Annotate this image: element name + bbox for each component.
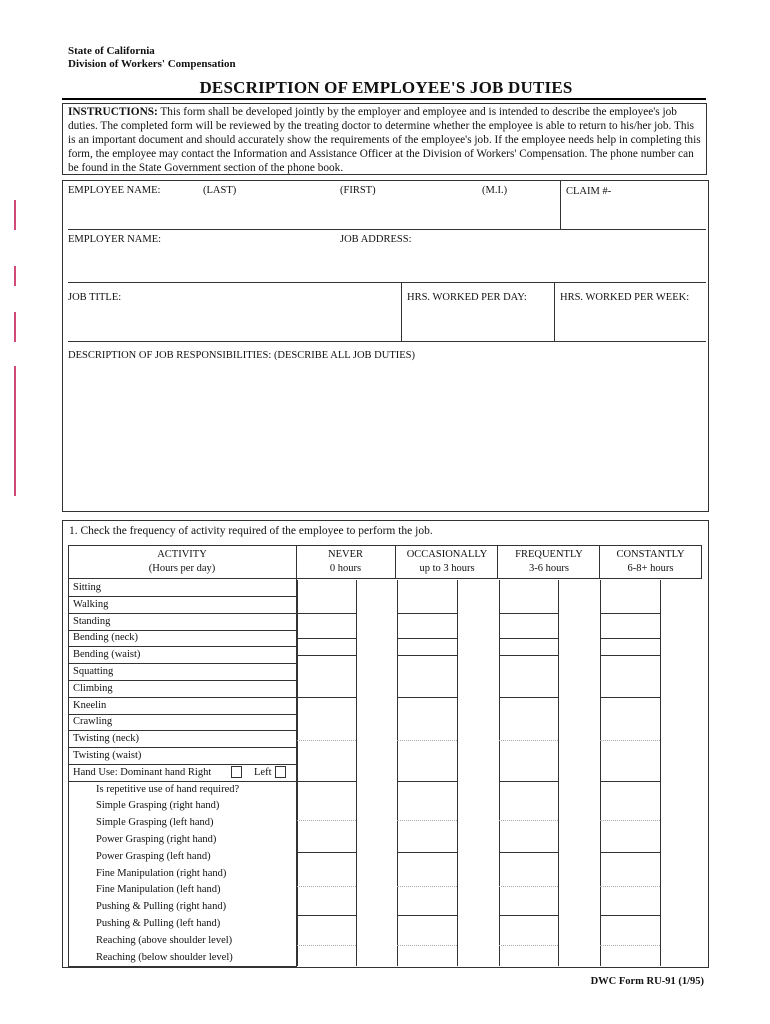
activity-row-reach-above: Reaching (above shoulder level): [96, 935, 233, 946]
header-occasionally-line2: up to 3 hours: [419, 563, 475, 574]
activity-row-kneeling: Kneelin: [73, 700, 107, 711]
hrs-per-week-field[interactable]: [557, 306, 706, 338]
margin-mark: [14, 366, 16, 496]
claim-field[interactable]: [562, 198, 706, 226]
claim-label: CLAIM #-: [566, 186, 612, 197]
header-occasionally-line1: OCCASIONALLY: [406, 549, 488, 560]
row-rule: [68, 613, 296, 614]
activity-row-fine-manip-left: Fine Manipulation (left hand): [96, 884, 221, 895]
job-description-label: DESCRIPTION OF JOB RESPONSIBILITIES: (DESCRIBE ALL JOB DUTIES): [68, 350, 416, 361]
constantly-col-right: [660, 580, 661, 966]
job-title-row-rule: [68, 341, 706, 342]
job-title-label: JOB TITLE:: [68, 292, 122, 303]
row-rule: [68, 697, 296, 698]
activity-row-repetitive: Is repetitive use of hand required?: [96, 784, 240, 795]
activity-row-climbing: Climbing: [73, 683, 113, 694]
occasionally-col-right: [457, 580, 458, 966]
activity-row-push-pull-left: Pushing & Pulling (left hand): [96, 918, 221, 929]
first-name-label: (FIRST): [340, 185, 376, 196]
activity-row-crawling: Crawling: [73, 716, 113, 727]
job-address-field[interactable]: [340, 248, 706, 280]
row-rule: [68, 596, 296, 597]
row-rule: [68, 714, 296, 715]
row-rule: [68, 730, 296, 731]
job-title-field[interactable]: [68, 306, 398, 338]
activity-row-reach-below: Reaching (below shoulder level): [96, 952, 233, 963]
header-constantly-line2: 6-8+ hours: [627, 563, 674, 574]
title-rule: [62, 98, 706, 100]
agency-line-1: State of California: [68, 45, 155, 57]
header-never: [297, 548, 394, 576]
activity-row-twisting-waist: Twisting (waist): [73, 750, 142, 761]
left-hand-checkbox[interactable]: [275, 766, 286, 778]
activity-row-simple-grasp-left: Simple Grasping (left hand): [96, 817, 214, 828]
left-hand-label: Left: [254, 767, 272, 778]
employee-name-label: EMPLOYEE NAME:: [68, 185, 161, 196]
job-address-label: JOB ADDRESS:: [340, 234, 412, 245]
never-col-edge: [395, 545, 396, 579]
row-rule: [68, 747, 296, 748]
row-rule: [68, 781, 296, 782]
header-occasionally: [396, 548, 498, 576]
employer-row-rule: [68, 282, 706, 283]
form-id: DWC Form RU-91 (1/95): [590, 976, 704, 987]
constantly-col-edge: [701, 545, 702, 579]
page-title: DESCRIPTION OF EMPLOYEE'S JOB DUTIES: [199, 78, 573, 97]
agency-line-2: Division of Workers' Compensation: [68, 58, 236, 70]
job-description-field[interactable]: [68, 366, 704, 508]
right-hand-checkbox[interactable]: [231, 766, 242, 778]
header-frequently-line2: 3-6 hours: [529, 563, 569, 574]
hrs-per-week-label: HRS. WORKED PER WEEK:: [560, 292, 690, 303]
instructions-text: This form shall be developed jointly by the employer and employee and is intended to describe the employee's job duties. The completed form will be reviewed by the treating doctor to determine whether the employee is able to return to his/her job. This is an important document and should accurately show the requirements of the employee's job. If the employee needs help in completing this form, the employee may contact the Information and Assistance Officer at the Division of Workers' Compensation. The phone number can be found in the State Government section of the phone book.: [68, 106, 701, 174]
activity-row-squatting: Squatting: [73, 666, 114, 677]
hrs-per-day-field[interactable]: [404, 306, 551, 338]
instructions-box: [62, 103, 707, 175]
employer-name-field[interactable]: [68, 248, 336, 280]
row-rule: [68, 646, 296, 647]
row-rule: [68, 764, 296, 765]
activity-row-push-pull-right: Pushing & Pulling (right hand): [96, 901, 227, 912]
frequently-checkbox-column[interactable]: [500, 582, 557, 964]
row-rule: [68, 663, 296, 664]
header-frequently-line1: FREQUENTLY: [515, 549, 583, 560]
claim-divider: [560, 181, 561, 229]
margin-mark: [14, 312, 16, 342]
frequently-col-right: [558, 580, 559, 966]
table-header-bottom: [68, 578, 702, 579]
activity-question: 1. Check the frequency of activity required of the employee to perform the job.: [69, 525, 433, 537]
table-header-top: [68, 545, 702, 546]
header-never-line1: NEVER: [328, 549, 363, 560]
header-never-line2: 0 hours: [329, 563, 362, 574]
never-checkbox-column[interactable]: [298, 582, 355, 964]
employee-row-rule: [68, 229, 706, 230]
activity-row-bending-waist: Bending (waist): [73, 649, 141, 660]
activity-row-power-grasp-left: Power Grasping (left hand): [96, 851, 211, 862]
employer-name-label: EMPLOYER NAME:: [68, 234, 162, 245]
employee-name-field[interactable]: [68, 198, 556, 226]
occasionally-checkbox-column[interactable]: [398, 582, 456, 964]
table-left-edge: [68, 545, 69, 967]
header-activity: [68, 548, 296, 576]
instructions-label: INSTRUCTIONS:: [68, 106, 158, 118]
activity-row-bending-neck: Bending (neck): [73, 632, 139, 643]
activity-row-hand-use: Hand Use: Dominant hand Right: [73, 767, 212, 778]
activity-row-power-grasp-right: Power Grasping (right hand): [96, 834, 217, 845]
header-constantly-line1: CONSTANTLY: [616, 549, 685, 560]
activity-row-sitting: Sitting: [73, 582, 102, 593]
activity-row-fine-manip-right: Fine Manipulation (right hand): [96, 868, 227, 879]
header-activity-line1: ACTIVITY: [157, 549, 207, 560]
header-frequently: [498, 548, 600, 576]
header-constantly: [600, 548, 701, 576]
margin-mark: [14, 266, 16, 286]
constantly-checkbox-column[interactable]: [601, 582, 659, 964]
hrs-per-day-label: HRS. WORKED PER DAY:: [407, 292, 527, 303]
middle-initial-label: (M.I.): [482, 185, 508, 196]
row-rule: [68, 630, 296, 631]
occasionally-col-edge: [497, 545, 498, 579]
activity-row-walking: Walking: [73, 599, 109, 610]
last-name-label: (LAST): [203, 185, 237, 196]
activity-row-standing: Standing: [73, 616, 111, 627]
frequently-col-edge: [599, 545, 600, 579]
activity-row-twisting-neck: Twisting (neck): [73, 733, 140, 744]
hrs-day-divider: [401, 283, 402, 341]
header-activity-line2: (Hours per day): [148, 563, 216, 574]
row-rule: [68, 680, 296, 681]
hrs-week-divider: [554, 283, 555, 341]
activity-row-simple-grasp-right: Simple Grasping (right hand): [96, 800, 220, 811]
margin-mark: [14, 200, 16, 230]
never-col-right: [356, 580, 357, 966]
